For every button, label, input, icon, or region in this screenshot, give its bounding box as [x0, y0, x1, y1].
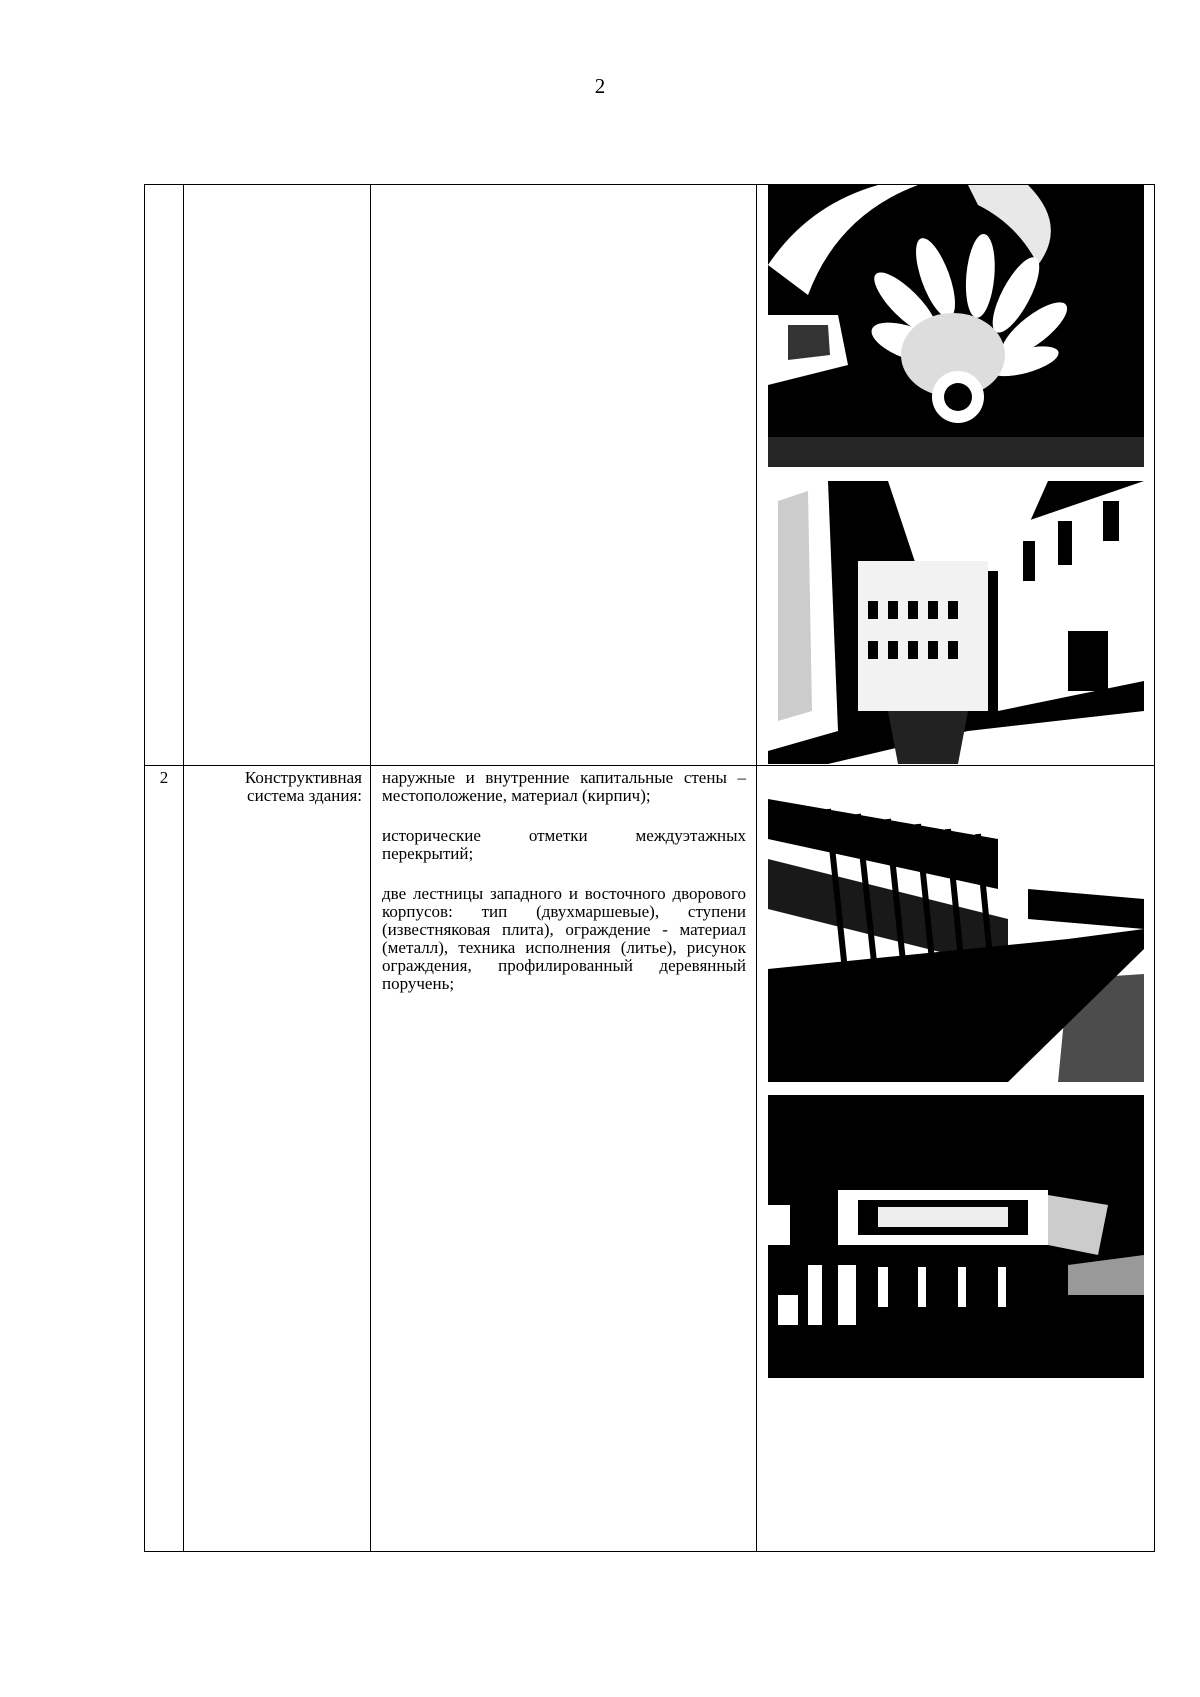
- row-name: [184, 766, 371, 1552]
- row-name-text: Конструктивная система здания:: [244, 768, 362, 805]
- description-paragraph: две лестницы западного и восточного дворового корпусов: тип (двухмаршевые), ступени (известняковая плита), ограждение - материал (металл), техника исполнения (литье), рисунок ограждения, профилированный деревянный поручень;: [382, 884, 746, 993]
- row-name: [184, 185, 371, 766]
- row-number: 2: [145, 766, 184, 1552]
- ornamental-shell-detail-photo: [768, 185, 1144, 467]
- protection-subject-table: [144, 184, 1155, 1552]
- stairwell-view-photo: [768, 1095, 1144, 1378]
- courtyard-facade-photo: [768, 481, 1144, 764]
- description-paragraph: наружные и внутренние капитальные стены – местоположение, материал (кирпич);: [382, 768, 746, 805]
- row-number: [145, 185, 184, 766]
- row-description: [371, 766, 757, 1552]
- staircase-railing-photo: [768, 799, 1144, 1082]
- page-number: 2: [594, 74, 606, 98]
- row-photos: [757, 185, 1155, 766]
- row-photos: [757, 766, 1155, 1552]
- description-paragraph: исторические отметки междуэтажных перекрытий;: [382, 826, 746, 863]
- table-row: [145, 766, 1155, 1552]
- table-row: [145, 185, 1155, 766]
- row-description: [371, 185, 757, 766]
